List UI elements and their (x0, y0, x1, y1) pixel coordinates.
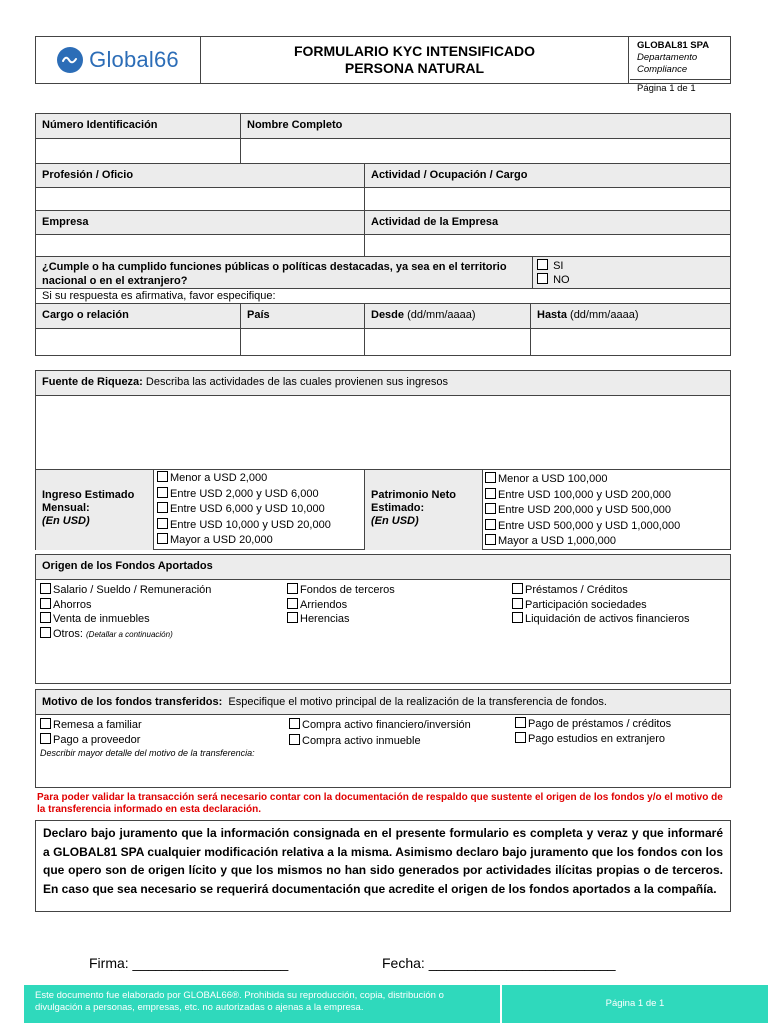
motive-option[interactable] (40, 733, 255, 748)
checkbox[interactable] (40, 627, 51, 638)
validation-notice: Para poder validar la transacción será necesario contar con la documentación de respaldo que sustente el origen de los fondos y/o el motivo de la transferencia informado en esta declaración. (37, 792, 723, 815)
assets-option-label: Menor a USD 100,000 (498, 473, 608, 485)
company-activity-field[interactable] (365, 235, 732, 256)
checkbox[interactable] (157, 533, 168, 544)
title-line-2: PERSONA NATURAL (344, 60, 485, 76)
origin-option[interactable] (512, 583, 690, 598)
origin-option-label: Fondos de terceros (300, 584, 395, 596)
checkbox[interactable] (512, 583, 523, 594)
position-label: Cargo o relación (42, 309, 129, 321)
checkbox[interactable] (157, 518, 168, 529)
origin-option-label: Ahorros (53, 598, 92, 611)
checkbox[interactable] (289, 734, 300, 745)
pep-yes-checkbox[interactable] (537, 259, 548, 270)
origin-title: Origen de los Fondos Aportados (42, 560, 213, 572)
logo-text: Global66 (89, 47, 179, 72)
checkbox[interactable] (515, 732, 526, 743)
income-option-label: Entre USD 10,000 y USD 20,000 (170, 518, 331, 531)
motive-option[interactable] (40, 718, 255, 733)
profession-field[interactable] (36, 188, 365, 210)
assets-options (483, 470, 732, 550)
wealth-table (35, 370, 731, 550)
funds-origin-table (35, 554, 731, 684)
form-title (201, 37, 629, 83)
id-number-field[interactable] (36, 139, 241, 163)
checkbox[interactable] (40, 598, 51, 609)
header-page: Página 1 de 1 (637, 83, 696, 94)
motive-option-label: Pago de préstamos / créditos (528, 718, 672, 730)
profession-label: Profesión / Oficio (42, 169, 134, 181)
full-name-label: Nombre Completo (247, 119, 343, 131)
motive-option[interactable] (515, 732, 671, 747)
motive-option-label: Compra activo financiero/inversión (302, 719, 471, 731)
checkbox[interactable] (40, 733, 51, 744)
origin-option[interactable] (287, 612, 395, 627)
income-options (154, 470, 365, 550)
sworn-declaration: Declaro bajo juramento que la información consignada en el presente formulario es completa y veraz y que informaré a GLOBAL81 SPA cualquier modificación relativa a la misma. Asimismo declaro bajo juramento que los fondos con los que opero son de origen lícito y que los mismos no han sido generados por actividades ilícitas propias o de terceros. En caso que sea necesario se requerirá documentación que acredite el origen de los fondos aportados a la compañía. (35, 820, 731, 912)
to-label: Hasta (537, 309, 567, 321)
origin-option-label: Liquidación de activos financieros (525, 613, 690, 625)
origin-option[interactable] (40, 612, 211, 627)
from-format: (dd/mm/aaaa) (407, 309, 476, 321)
transfer-motive-table (35, 689, 731, 788)
motive-option-label: Compra activo inmueble (302, 734, 421, 747)
wealth-source-desc: Describa las actividades de las cuales provienen sus ingresos (145, 376, 448, 388)
title-line-1: FORMULARIO KYC INTENSIFICADO (293, 43, 536, 59)
checkbox[interactable] (485, 488, 496, 499)
from-date-field[interactable] (365, 329, 531, 356)
income-label-1: Ingreso Estimado (42, 489, 135, 501)
origin-option-label: Venta de inmuebles (53, 613, 150, 625)
origin-option-label: Préstamos / Créditos (525, 584, 628, 596)
checkbox[interactable] (485, 503, 496, 514)
income-option[interactable] (157, 518, 364, 534)
income-option[interactable] (157, 502, 364, 518)
company-field[interactable] (36, 235, 365, 256)
origin-option[interactable] (287, 598, 395, 613)
form-header (35, 36, 731, 94)
checkbox[interactable] (485, 534, 496, 545)
checkbox[interactable] (485, 519, 496, 530)
country-label: País (247, 309, 270, 321)
header-meta (630, 37, 731, 94)
assets-option-label: Entre USD 500,000 y USD 1,000,000 (498, 519, 681, 532)
checkbox[interactable] (515, 717, 526, 728)
origin-option[interactable] (40, 583, 211, 598)
motive-option-label: Pago estudios en extranjero (528, 732, 665, 745)
origin-option-label: Salario / Sueldo / Remuneración (53, 584, 212, 596)
origin-option[interactable] (287, 583, 395, 598)
pep-no-option[interactable]: NO (537, 273, 732, 287)
activity-field[interactable] (365, 188, 732, 210)
assets-option[interactable] (485, 519, 732, 535)
assets-option-label: Entre USD 100,000 y USD 200,000 (498, 488, 672, 501)
assets-option[interactable] (485, 488, 732, 504)
activity-label: Actividad / Ocupación / Cargo (371, 169, 528, 181)
country-field[interactable] (241, 329, 365, 356)
income-option-label: Entre USD 2,000 y USD 6,000 (170, 487, 319, 500)
checkbox[interactable] (287, 612, 298, 623)
pep-yes-option[interactable]: SI (537, 259, 732, 273)
checkbox[interactable] (289, 718, 300, 729)
assets-option[interactable] (485, 503, 732, 519)
department: Departamento Compliance (630, 52, 731, 80)
income-option-label: Menor a USD 2,000 (170, 472, 268, 484)
global66-logo-icon (57, 47, 83, 73)
from-label: Desde (371, 309, 405, 321)
motive-option[interactable] (289, 718, 471, 734)
origin-option[interactable] (40, 598, 211, 613)
origin-option[interactable] (512, 612, 690, 627)
checkbox[interactable] (287, 598, 298, 609)
income-option[interactable] (157, 533, 364, 549)
checkbox[interactable] (40, 583, 51, 594)
pep-no-checkbox[interactable] (537, 273, 548, 284)
position-field[interactable] (36, 329, 241, 356)
wealth-source-label: Fuente de Riqueza: (42, 376, 143, 388)
assets-label-3: (En USD) (371, 515, 419, 527)
assets-label-1: Patrimonio Neto (371, 489, 456, 501)
checkbox[interactable] (157, 502, 168, 513)
motive-option[interactable] (289, 734, 471, 750)
origin-option-label: Arriendos (300, 598, 348, 611)
checkbox[interactable] (40, 718, 51, 729)
checkbox[interactable] (40, 612, 51, 623)
full-name-field[interactable] (241, 139, 732, 163)
assets-label-2: Estimado: (371, 502, 425, 514)
id-number-label: Número Identificación (42, 119, 158, 131)
footer-page: Página 1 de 1 (502, 985, 768, 1023)
origin-option-label: Participación sociedades (525, 598, 647, 611)
income-option-label: Entre USD 6,000 y USD 10,000 (170, 503, 325, 515)
signature-line[interactable]: Firma: ____________________ (89, 955, 289, 971)
income-label-3: (En USD) (42, 515, 90, 527)
origin-option-label: Herencias (300, 613, 350, 625)
motive-detail-note: Describir mayor detalle del motivo de la transferencia: (40, 748, 255, 758)
checkbox[interactable] (287, 583, 298, 594)
pep-question: ¿Cumple o ha cumplido funciones públicas o políticas destacadas, ya sea en el territorio nacional o en el extranjero? (42, 261, 507, 287)
logo (36, 37, 201, 83)
company-activity-label: Actividad de la Empresa (371, 216, 499, 228)
origin-option[interactable] (512, 598, 690, 613)
income-option-label: Mayor a USD 20,000 (170, 534, 273, 546)
checkbox[interactable] (512, 598, 523, 609)
income-label-2: Mensual: (42, 502, 90, 514)
company-label: Empresa (42, 216, 89, 228)
assets-option[interactable] (485, 472, 732, 488)
checkbox[interactable] (512, 612, 523, 623)
assets-option[interactable] (485, 534, 732, 550)
company-name: GLOBAL81 SPA (637, 40, 710, 51)
motive-option-label: Remesa a familiar (53, 719, 142, 731)
to-date-field[interactable] (531, 329, 732, 356)
date-line[interactable]: Fecha: ________________________ (382, 955, 616, 971)
personal-info-table (35, 113, 731, 356)
others-note: (Detallar a continuación) (86, 629, 173, 639)
motive-title: Motivo de los fondos transferidos: (42, 696, 223, 708)
income-option[interactable] (157, 471, 364, 487)
assets-option-label: Entre USD 200,000 y USD 500,000 (498, 504, 672, 516)
pep-specify-label: Si su respuesta es afirmativa, favor especifique: (42, 290, 276, 302)
to-format: (dd/mm/aaaa) (570, 309, 639, 321)
wealth-source-field[interactable] (36, 395, 730, 469)
income-option[interactable] (157, 487, 364, 503)
checkbox[interactable] (485, 472, 496, 483)
checkbox[interactable] (157, 487, 168, 498)
motive-option[interactable] (515, 717, 671, 732)
assets-option-label: Mayor a USD 1,000,000 (498, 535, 617, 547)
checkbox[interactable] (157, 471, 168, 482)
origin-others-option[interactable]: Otros: (Detallar a continuación) (40, 627, 211, 643)
motive-desc: Especifique el motivo principal de la realización de la transferencia de fondos. (228, 696, 607, 708)
footer-disclaimer: Este documento fue elaborado por GLOBAL66®. Prohibida su reproducción, copia, distribución o divulgación a personas, empresas, etc. no autorizadas o ajenas a la empresa. (24, 985, 500, 1023)
motive-option-label: Pago a proveedor (53, 733, 141, 746)
